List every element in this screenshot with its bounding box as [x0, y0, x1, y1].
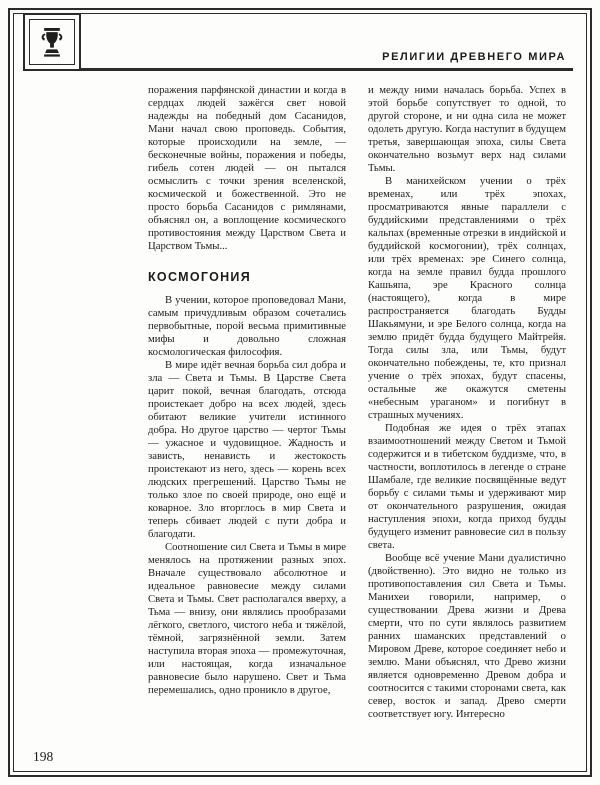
- publisher-emblem-inner: [29, 19, 75, 65]
- publisher-emblem: [23, 13, 81, 71]
- text-body: [148, 84, 566, 761]
- paragraph-continuation: поражения парфянской династии и когда в сердцах людей зажёгся свет новой надежды на победный дом Сасанидов, Мани начал свою проповедь. События, которые происходили на земле, — бесконечные войны, поражения и победы, гибель сотен людей — он пытался осмыслить с точки зрения вселенской, космической и божественной. Это не просто борьба Сасанидов с римлянами, объяснял он, а воплощение космического противостояния между Царством Света и Царством Тьмы...: [148, 84, 346, 252]
- right-column: [368, 84, 566, 761]
- header-rule: [23, 68, 573, 71]
- left-column: [148, 84, 346, 761]
- paragraph-continuation: и между ними началась борьба. Успех в этой борьбе сопутствует то одной, то другой стороне, и ни одна сила не может одолеть другую. Когда наступит в будущем третья, завершающая эпоха, силы Света окончательно возьмут верх над силами Тьмы.: [368, 84, 566, 174]
- paragraph: Подобная же идея о трёх этапах взаимоотношений между Светом и Тьмой содержится и в тибетском буддизме, что, в частности, воплотилось в легенде о стране Шамбале, где великие посвящённые ведут борьбу с силами тьмы и удерживают мир от окончательного разрушения, ожидая наступления эпохи, когда приход будды будущего изменит равновесие сил в пользу света.: [368, 422, 566, 551]
- paragraph: В мире идёт вечная борьба сил добра и зла — Света и Тьмы. В Царстве Света царит покой, вечная благодать, отсюда проистекает добро на всех людей, здесь обитают великие учители истинного добра. Но другое царство — чертог Тьмы — ужасное и чудовищное. Жадность и зависть, ненависть и жестокость проистекают из него, здесь — корень всех людских прегрешений. Царство Тьмы не только злое по своей природе, оно ещё и коварное. Зло вторглось в мир Света и теперь сбивает людей с пути добра и благодати.: [148, 359, 346, 540]
- running-head: РЕЛИГИИ ДРЕВНЕГО МИРА: [382, 51, 566, 63]
- paragraph: В учении, которое проповедовал Мани, самым причудливым образом сочетались первобытные, порой весьма примитивные мифы и довольно сложная космологическая философия.: [148, 294, 346, 358]
- vase-icon: [34, 24, 70, 60]
- paragraph: В манихейском учении о трёх временах, или трёх эпохах, просматриваются явные параллели с буддийскими представлениями о трёх кальпах (временные отрезки в индийской и буддийской космогонии), трёх солнцах, или трёх временах: эре Синего солнца, когда на земле правил будда прошлого Кашьяпа, эре Красного солнца (настоящего), когда в мире распространяется благодать Будды Шакьямуни, и эре Белого солнца, когда на землю придёт будда будущего Майтрейя. Тогда силы зла, или Тьмы, будут окончательно побеждены, те, кто признал учение о трёх эпохах, будут спасены, остальные же окажутся сметены «небесным ураганом» и погибнут в страшных мучениях.: [368, 175, 566, 421]
- paragraph: Соотношение сил Света и Тьмы в мире менялось на протяжении разных эпох. Вначале существовало абсолютное и идеальное равновесие между силами Света и Тьмы. Свет располагался вверху, а Тьма — внизу, они являлись прообразами лёгкого, светлого, чистого неба и тяжёлой, тёмной, загрязнённой земли. Затем наступила вторая эпоха — промежуточная, или настоящая, когда изначальное равновесие было нарушено. Свет и Тьма перемешались, одно проникло в другое,: [148, 541, 346, 696]
- page-number: 198: [33, 749, 54, 764]
- paragraph: Вообще всё учение Мани дуалистично (двойственно). Это видно не только из противопоставления сил Света и Тьмы. Манихеи говорили, например, о существовании Древа жизни и Древа смерти, что по сути являлось развитием ранних шаманских представлений о Мировом Древе, которое соединяет небо и землю. Мани объяснял, что Древо жизни является одновременно Древом добра и соотносится с такими сторонами света, как север, восток и запад. Древо смерти соответствует югу. Интересно: [368, 552, 566, 720]
- section-heading: КОСМОГОНИЯ: [148, 270, 251, 284]
